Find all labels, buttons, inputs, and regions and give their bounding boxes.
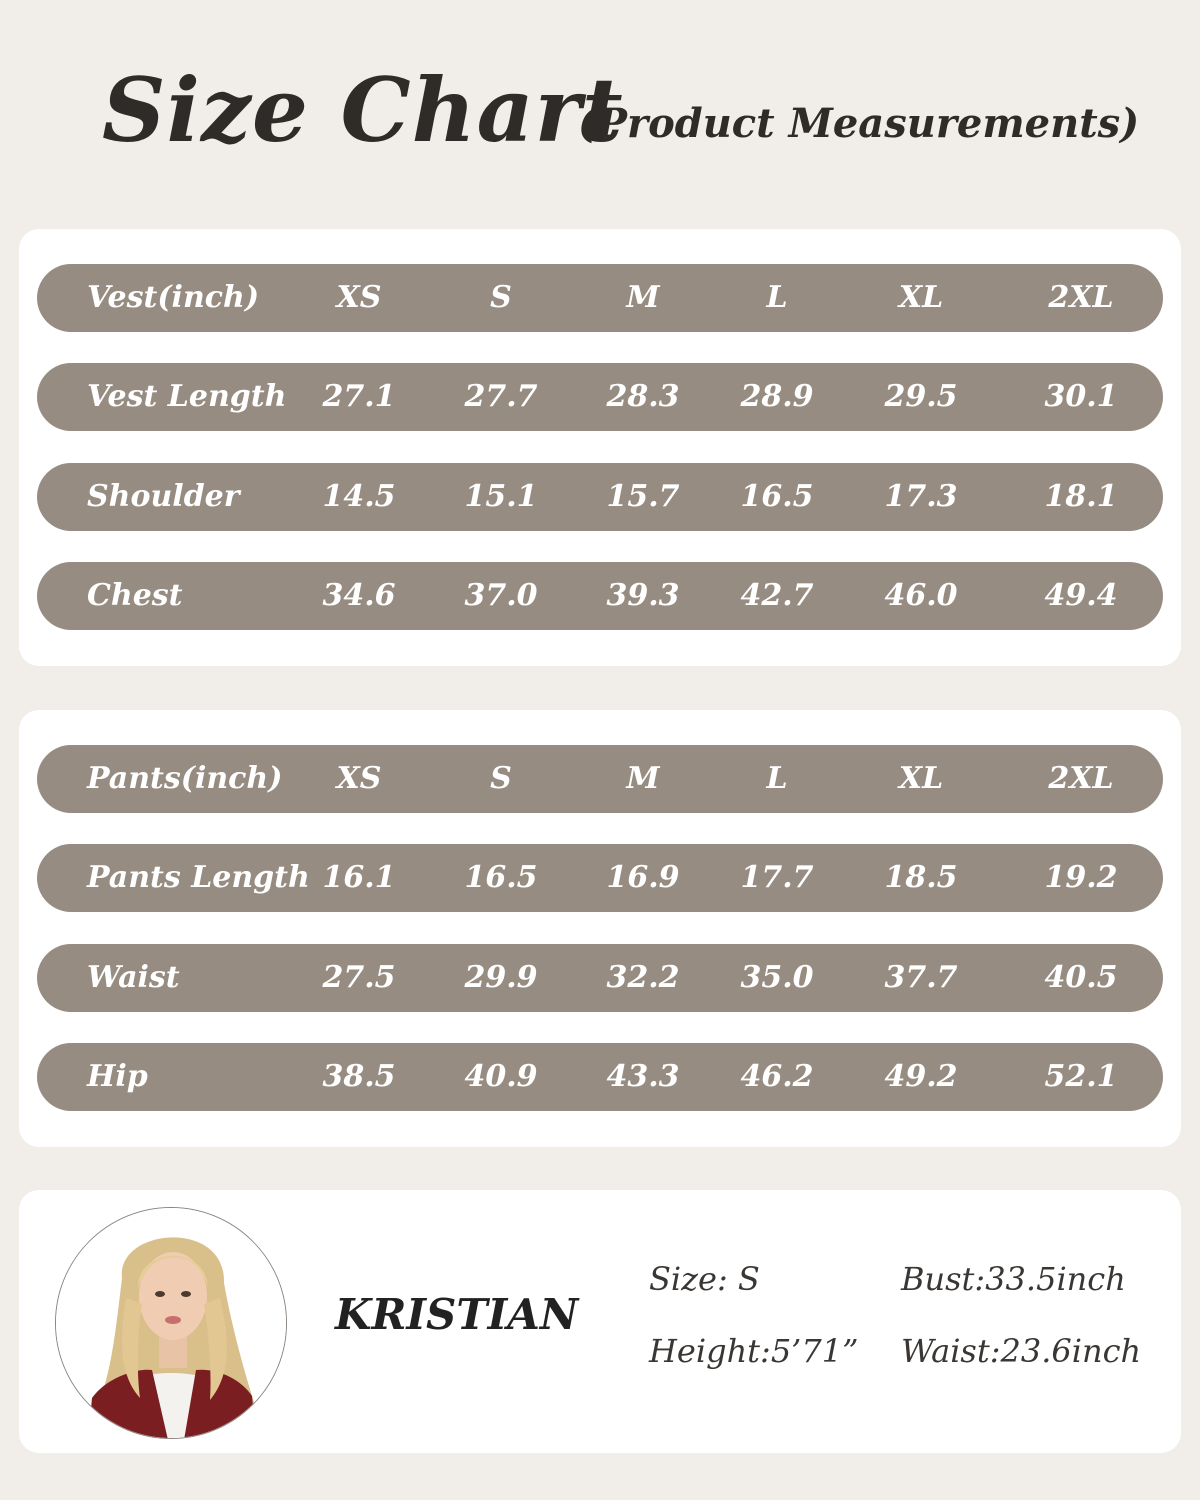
table-cell: 43.3: [606, 1059, 680, 1094]
table-row: [37, 463, 1163, 531]
table-cell: 37.0: [464, 578, 538, 613]
table-cell: M: [626, 280, 660, 315]
table-cell: 16.5: [464, 860, 538, 895]
table-cell: 42.7: [740, 578, 814, 613]
table-cell: 34.6: [322, 578, 396, 613]
table-cell: 17.7: [740, 860, 814, 895]
table-cell: 40.9: [464, 1059, 538, 1094]
model-photo-icon: [56, 1208, 287, 1439]
table-cell: 35.0: [740, 960, 814, 995]
table-cell: 49.4: [1044, 578, 1118, 613]
page-header: [0, 0, 1200, 200]
table-cell: 27.1: [322, 379, 396, 414]
page-subtitle: (Product Measurements): [578, 100, 1140, 147]
table-cell: 17.3: [884, 479, 958, 514]
table-row: [37, 363, 1163, 431]
page-title: Size Chart: [102, 58, 624, 162]
pants-header-row: [37, 745, 1163, 813]
table-row: [37, 1043, 1163, 1111]
table-cell: XS: [336, 761, 382, 796]
table-cell: 52.1: [1044, 1059, 1118, 1094]
table-cell: 39.3: [606, 578, 680, 613]
table-cell: Pants(inch): [87, 761, 283, 796]
model-avatar: [55, 1207, 287, 1439]
table-cell: 46.2: [740, 1059, 814, 1094]
table-cell: Vest Length: [87, 379, 287, 414]
table-cell: S: [490, 761, 512, 796]
table-cell: 27.5: [322, 960, 396, 995]
table-cell: 18.5: [884, 860, 958, 895]
model-bust: Bust:33.5inch: [901, 1260, 1126, 1298]
table-cell: 29.9: [464, 960, 538, 995]
table-cell: 40.5: [1044, 960, 1118, 995]
table-cell: 16.1: [322, 860, 396, 895]
table-cell: L: [766, 761, 788, 796]
model-name: KRISTIAN: [335, 1290, 579, 1339]
table-cell: 30.1: [1044, 379, 1118, 414]
table-cell: 2XL: [1048, 280, 1114, 315]
table-cell: Hip: [87, 1059, 148, 1094]
table-cell: XL: [898, 761, 944, 796]
table-cell: XL: [898, 280, 944, 315]
pants-size-table: [19, 710, 1181, 1147]
table-cell: 18.1: [1044, 479, 1118, 514]
model-height: Height:5’71”: [649, 1332, 859, 1370]
table-cell: 2XL: [1048, 761, 1114, 796]
table-cell: XS: [336, 280, 382, 315]
table-cell: Waist: [87, 960, 180, 995]
table-cell: L: [766, 280, 788, 315]
model-info-card: [19, 1190, 1181, 1453]
table-row: [37, 944, 1163, 1012]
table-cell: 46.0: [884, 578, 958, 613]
table-cell: 38.5: [322, 1059, 396, 1094]
table-cell: Chest: [87, 578, 183, 613]
model-size: Size: S: [649, 1260, 760, 1298]
table-cell: 32.2: [606, 960, 680, 995]
table-cell: 28.9: [740, 379, 814, 414]
table-cell: 28.3: [606, 379, 680, 414]
vest-size-table: [19, 229, 1181, 666]
table-cell: 49.2: [884, 1059, 958, 1094]
model-waist: Waist:23.6inch: [901, 1332, 1142, 1370]
table-cell: Vest(inch): [87, 280, 260, 315]
table-cell: 15.7: [606, 479, 680, 514]
table-cell: 16.5: [740, 479, 814, 514]
table-cell: S: [490, 280, 512, 315]
table-row: [37, 844, 1163, 912]
table-cell: Shoulder: [87, 479, 240, 514]
table-cell: Pants Length: [87, 860, 310, 895]
vest-header-row: [37, 264, 1163, 332]
table-row: [37, 562, 1163, 630]
table-cell: 15.1: [464, 479, 538, 514]
table-cell: 16.9: [606, 860, 680, 895]
table-cell: 29.5: [884, 379, 958, 414]
table-cell: 14.5: [322, 479, 396, 514]
table-cell: 19.2: [1044, 860, 1118, 895]
table-cell: 27.7: [464, 379, 538, 414]
table-cell: M: [626, 761, 660, 796]
table-cell: 37.7: [884, 960, 958, 995]
